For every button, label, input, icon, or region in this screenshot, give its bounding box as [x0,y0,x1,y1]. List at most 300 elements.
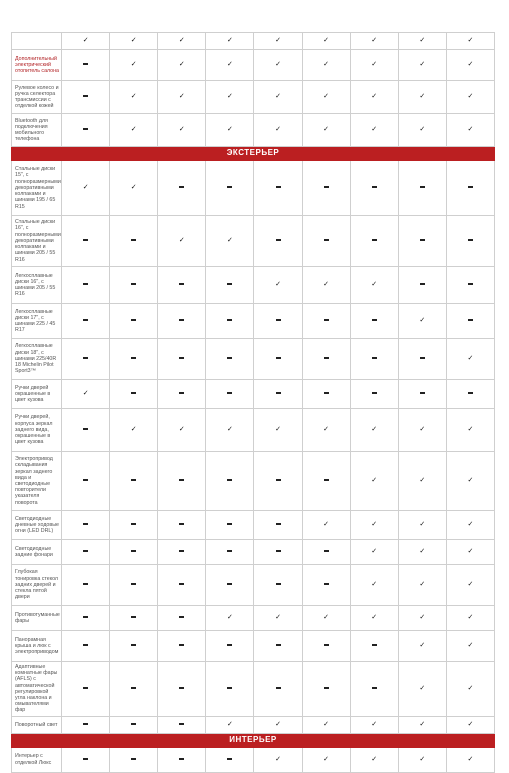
dash-icon [420,283,425,285]
value-cell [302,339,350,380]
value-cell [446,50,494,81]
value-cell [350,631,398,662]
checkmark-icon: ✓ [419,36,426,44]
value-cell [110,747,158,772]
value-cell [302,409,350,452]
row-label: Легкосплавные диски 18", с шинами 225/40R 18 Michelin Pilot Sport3™ [12,339,62,380]
dash-icon [227,644,232,646]
value-cell [110,662,158,717]
value-cell [110,114,158,147]
dash-icon [83,239,88,241]
value-cell [302,267,350,304]
checkmark-icon: ✓ [419,425,426,433]
value-cell [350,339,398,380]
value-cell [206,716,254,733]
value-cell [302,662,350,717]
value-cell [398,50,446,81]
dash-icon [468,392,473,394]
table-row [12,161,495,216]
value-cell [398,716,446,733]
value-cell [254,565,302,606]
value-cell [446,511,494,540]
dash-icon [83,479,88,481]
dash-icon [83,428,88,430]
checkmark-icon: ✓ [178,125,185,133]
value-cell [254,540,302,565]
value-cell [398,380,446,409]
value-cell [110,511,158,540]
value-cell [350,380,398,409]
equipment-table-container [11,32,495,773]
dash-icon [83,550,88,552]
checkmark-icon: ✓ [275,755,281,763]
dash-icon [131,723,136,725]
checkmark-icon: ✓ [371,547,378,555]
value-cell [302,511,350,540]
checkmark-icon: ✓ [226,125,233,133]
value-cell [206,81,254,114]
checkmark-icon: ✓ [419,641,426,649]
dash-icon [83,95,88,97]
dash-icon [324,357,329,359]
dash-icon [276,392,281,394]
value-cell [110,606,158,631]
value-cell [158,716,206,733]
value-cell [206,631,254,662]
section-header [12,733,495,747]
dash-icon [227,392,232,394]
value-cell [302,161,350,216]
value-cell [254,409,302,452]
checkmark-icon: ✓ [467,684,474,692]
table-row [12,747,495,772]
value-cell [350,267,398,304]
value-cell [254,33,302,50]
value-cell [206,565,254,606]
value-cell [398,161,446,216]
value-cell [206,452,254,511]
value-cell [206,339,254,380]
value-cell [110,565,158,606]
checkmark-icon: ✓ [419,125,426,133]
checkmark-icon: ✓ [467,580,474,588]
value-cell [206,267,254,304]
dash-icon [131,479,136,481]
value-cell [446,716,494,733]
dash-icon [179,550,184,552]
value-cell [62,161,110,216]
value-cell [398,631,446,662]
table-row [12,511,495,540]
dash-icon [131,523,136,525]
value-cell [254,452,302,511]
value-cell [110,216,158,267]
value-cell [110,304,158,339]
dash-icon [131,644,136,646]
dash-icon [179,687,184,689]
dash-icon [131,319,136,321]
dash-icon [179,583,184,585]
dash-icon [372,357,377,359]
value-cell [158,304,206,339]
value-cell [158,662,206,717]
table-row [12,267,495,304]
value-cell [446,216,494,267]
dash-icon [131,583,136,585]
dash-icon [179,479,184,481]
checkmark-icon: ✓ [275,92,281,100]
row-label: Ручки дверей окрашенные в цвет кузова [12,380,62,409]
value-cell [62,540,110,565]
value-cell [206,409,254,452]
value-cell [398,511,446,540]
value-cell [110,631,158,662]
value-cell [158,114,206,147]
dash-icon [420,392,425,394]
checkmark-icon: ✓ [467,547,474,555]
table-row [12,114,495,147]
dash-icon [83,616,88,618]
value-cell [398,409,446,452]
checkmark-icon: ✓ [419,755,426,763]
value-cell [398,216,446,267]
value-cell [302,33,350,50]
value-cell [446,565,494,606]
value-cell [254,380,302,409]
value-cell [446,452,494,511]
value-cell [206,380,254,409]
checkmark-icon: ✓ [467,60,474,68]
value-cell [254,267,302,304]
value-cell [302,540,350,565]
dash-icon [324,479,329,481]
value-cell [110,339,158,380]
value-cell [350,114,398,147]
dash-icon [131,616,136,618]
row-label: Электропривод складывания зеркал заднего вида и светодиодные повторители указателя поворота [12,452,62,511]
value-cell [158,606,206,631]
table-row [12,631,495,662]
checkmark-icon: ✓ [419,684,426,692]
checkmark-icon: ✓ [323,720,330,728]
checkmark-icon: ✓ [419,580,426,588]
dash-icon [372,392,377,394]
value-cell [446,33,494,50]
row-label: Светодиодные задние фонари [12,540,62,565]
value-cell [398,114,446,147]
dash-icon [324,644,329,646]
value-cell [350,409,398,452]
dash-icon [276,523,281,525]
checkmark-icon: ✓ [275,60,281,68]
dash-icon [372,319,377,321]
dash-icon [83,523,88,525]
row-label: Адаптивные комнатные фары (AFLS) с автоматической регулировкой угла наклона и омывателями фар [12,662,62,717]
dash-icon [276,239,281,241]
dash-icon [227,523,232,525]
value-cell [350,304,398,339]
value-cell [302,50,350,81]
value-cell [206,304,254,339]
checkmark-icon: ✓ [467,720,474,728]
dash-icon [276,357,281,359]
checkmark-icon: ✓ [275,125,281,133]
checkmark-icon: ✓ [371,36,378,44]
value-cell [110,452,158,511]
value-cell [350,511,398,540]
value-cell [302,565,350,606]
dash-icon [179,357,184,359]
dash-icon [179,392,184,394]
dash-icon [324,687,329,689]
row-label: Легкосплавные диски 16", с шинами 205 / 55 R16 [12,267,62,304]
value-cell [350,81,398,114]
value-cell [446,606,494,631]
value-cell [62,716,110,733]
checkmark-icon: ✓ [323,36,330,44]
dash-icon [276,583,281,585]
row-label: Дополнительный электрический отопитель салона [12,50,62,81]
table-row [12,380,495,409]
value-cell [446,161,494,216]
table-row [12,662,495,717]
value-cell [398,81,446,114]
value-cell [110,540,158,565]
value-cell [206,216,254,267]
checkmark-icon: ✓ [419,92,426,100]
value-cell [446,304,494,339]
checkmark-icon: ✓ [130,60,137,68]
value-cell [398,339,446,380]
value-cell [62,216,110,267]
dash-icon [276,687,281,689]
dash-icon [468,239,473,241]
dash-icon [372,644,377,646]
value-cell [206,540,254,565]
checkmark-icon: ✓ [371,476,378,484]
value-cell [254,511,302,540]
dash-icon [83,723,88,725]
row-label: Противотуманные фары [12,606,62,631]
dash-icon [372,239,377,241]
checkmark-icon: ✓ [371,580,378,588]
checkmark-icon: ✓ [323,92,330,100]
table-row [12,540,495,565]
checkmark-icon: ✓ [323,755,330,763]
row-label [12,33,62,50]
dash-icon [83,319,88,321]
value-cell [62,409,110,452]
value-cell [302,81,350,114]
checkmark-icon: ✓ [226,60,233,68]
value-cell [302,114,350,147]
dash-icon [179,523,184,525]
value-cell [446,540,494,565]
value-cell [158,747,206,772]
table-row [12,565,495,606]
value-cell [158,452,206,511]
dash-icon [131,283,136,285]
checkmark-icon: ✓ [323,520,330,528]
checkmark-icon: ✓ [371,613,378,621]
value-cell [446,631,494,662]
value-cell [62,339,110,380]
equipment-table-body [12,33,495,773]
checkmark-icon: ✓ [419,60,426,68]
value-cell [206,114,254,147]
dash-icon [324,239,329,241]
checkmark-icon: ✓ [371,60,378,68]
dash-icon [179,319,184,321]
value-cell [158,50,206,81]
row-label: Рулевое колесо и ручка селектора трансмиссии с отделкой кожей [12,81,62,114]
row-label: Светодиодные дневные ходовые огни (LED DRL) [12,511,62,540]
checkmark-icon: ✓ [178,60,185,68]
dash-icon [276,186,281,188]
checkmark-icon: ✓ [419,316,426,324]
value-cell [398,540,446,565]
value-cell [302,380,350,409]
checkmark-icon: ✓ [419,720,426,728]
dash-icon [131,239,136,241]
value-cell [206,747,254,772]
dash-icon [324,319,329,321]
value-cell [206,33,254,50]
dash-icon [372,687,377,689]
dash-icon [276,550,281,552]
value-cell [302,747,350,772]
value-cell [62,452,110,511]
checkmark-icon: ✓ [323,125,330,133]
value-cell [350,33,398,50]
value-cell [206,50,254,81]
value-cell [62,511,110,540]
value-cell [302,216,350,267]
value-cell [158,339,206,380]
checkmark-icon: ✓ [82,36,89,44]
value-cell [398,267,446,304]
value-cell [254,339,302,380]
value-cell [110,50,158,81]
dash-icon [179,186,184,188]
dash-icon [179,283,184,285]
value-cell [302,716,350,733]
value-cell [254,216,302,267]
value-cell [446,662,494,717]
dash-icon [179,723,184,725]
checkmark-icon: ✓ [130,183,137,191]
dash-icon [83,644,88,646]
value-cell [110,409,158,452]
checkmark-icon: ✓ [275,720,281,728]
dash-icon [324,186,329,188]
value-cell [62,81,110,114]
table-row [12,304,495,339]
dash-icon [131,392,136,394]
row-label: Стальные диски 15", с полноразмерными декоративными колпаками и шинами 195 / 65 R15 [12,161,62,216]
value-cell [350,216,398,267]
value-cell [62,747,110,772]
value-cell [350,606,398,631]
value-cell [254,50,302,81]
value-cell [446,380,494,409]
value-cell [62,114,110,147]
row-label: Стальные диски 16", с полноразмерными декоративными колпаками и шинами 205 / 55 R16 [12,216,62,267]
checkmark-icon: ✓ [130,425,137,433]
checkmark-icon: ✓ [226,92,233,100]
table-row [12,33,495,50]
checkmark-icon: ✓ [178,36,185,44]
section-title: ЭКСТЕРЬЕР [12,147,495,161]
dash-icon [227,479,232,481]
value-cell [254,304,302,339]
value-cell [398,452,446,511]
value-cell [398,662,446,717]
dash-icon [83,283,88,285]
dash-icon [83,128,88,130]
value-cell [158,565,206,606]
checkmark-icon: ✓ [419,547,426,555]
dash-icon [324,583,329,585]
value-cell [158,33,206,50]
checkmark-icon: ✓ [371,755,378,763]
checkmark-icon: ✓ [226,425,233,433]
value-cell [398,33,446,50]
row-label: Ручки дверей, корпуса зеркал заднего вида, окрашенные в цвет кузова [12,409,62,452]
checkmark-icon: ✓ [467,641,474,649]
value-cell [62,662,110,717]
dash-icon [276,479,281,481]
dash-icon [227,319,232,321]
value-cell [254,606,302,631]
checkmark-icon: ✓ [323,280,330,288]
value-cell [302,606,350,631]
checkmark-icon: ✓ [371,720,378,728]
dash-icon [227,583,232,585]
value-cell [302,631,350,662]
dash-icon [324,392,329,394]
dash-icon [276,644,281,646]
equipment-table [11,32,495,773]
table-row [12,50,495,81]
dash-icon [131,357,136,359]
value-cell [350,161,398,216]
checkmark-icon: ✓ [467,520,474,528]
value-cell [110,33,158,50]
checkmark-icon: ✓ [130,92,137,100]
checkmark-icon: ✓ [130,125,137,133]
value-cell [62,380,110,409]
row-label: Интерьер с отделкой Люкс [12,747,62,772]
value-cell [254,716,302,733]
table-row [12,452,495,511]
checkmark-icon: ✓ [130,36,137,44]
checkmark-icon: ✓ [226,613,233,621]
dash-icon [227,357,232,359]
dash-icon [468,319,473,321]
table-row [12,339,495,380]
value-cell [302,452,350,511]
value-cell [350,716,398,733]
checkmark-icon: ✓ [467,92,474,100]
value-cell [254,747,302,772]
value-cell [110,380,158,409]
value-cell [62,50,110,81]
value-cell [110,716,158,733]
value-cell [206,161,254,216]
row-label: Легкосплавные диски 17", с шинами 225 / 45 R17 [12,304,62,339]
dash-icon [227,550,232,552]
